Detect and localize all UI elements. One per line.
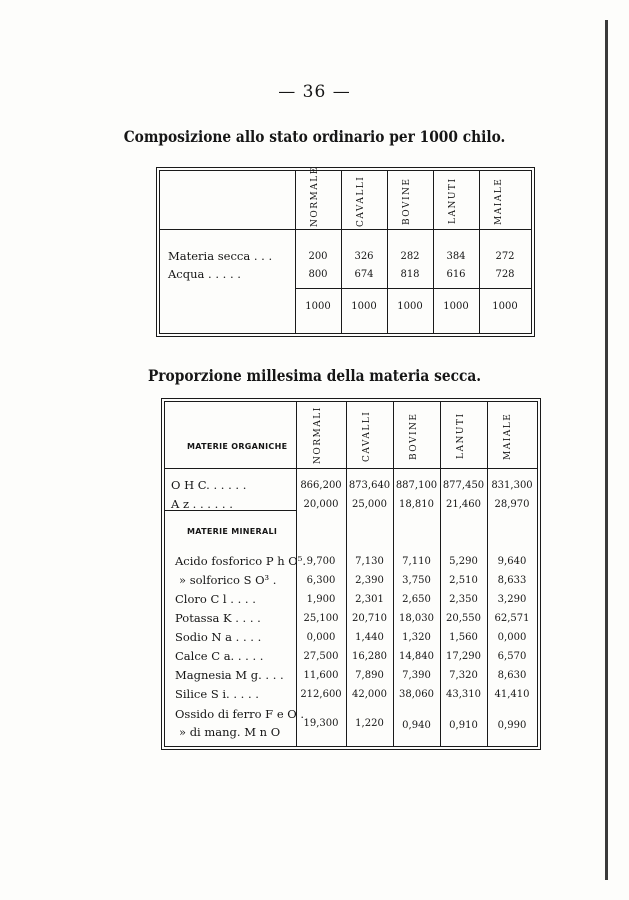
- table-cell: 62,571: [494, 613, 530, 624]
- table-cell: 1,560: [449, 632, 478, 643]
- table-cell: 384: [446, 251, 466, 262]
- table-cell: 8,630: [497, 670, 527, 681]
- table-cell: 212,600: [300, 689, 342, 700]
- table-cell: 6,300: [306, 575, 336, 586]
- table-cell: 674: [354, 269, 374, 280]
- book-spine-edge: [605, 20, 608, 880]
- table-cell: 1,900: [306, 594, 336, 605]
- table-cell: 873,640: [348, 480, 391, 491]
- table-cell: 2,301: [355, 594, 384, 605]
- table-cell: 2,510: [449, 575, 478, 586]
- row-label: Acido fosforico P h O⁵.: [175, 554, 306, 568]
- table-cell: 616: [446, 269, 466, 280]
- table-cell: 20,550: [446, 613, 481, 624]
- table-cell: 866,200: [300, 480, 342, 491]
- table-cell: 728: [495, 269, 515, 280]
- table-cell: 8,633: [497, 575, 527, 586]
- column-header: MAIALE: [494, 177, 504, 225]
- table-cell: 7,320: [449, 670, 478, 681]
- table-cell: 3,290: [497, 594, 527, 605]
- column-header: BOVINE: [409, 412, 419, 460]
- row-label: A z . . . . . .: [171, 497, 233, 511]
- total-cell: 1000: [397, 301, 423, 312]
- table-cell: 0,910: [449, 720, 478, 731]
- table-cell: 1,440: [355, 632, 384, 643]
- table-cell: 9,640: [497, 556, 527, 567]
- table-cell: 7,890: [355, 670, 384, 681]
- table-cell: 0,000: [306, 632, 336, 643]
- table-cell: 2,390: [355, 575, 384, 586]
- total-cell: 1000: [351, 301, 377, 312]
- table-cell: 9,700: [306, 556, 336, 567]
- row-label: Materia secca . . .: [168, 249, 273, 263]
- row-label: Silice S i. . . . .: [175, 687, 259, 701]
- table-cell: 3,750: [402, 575, 431, 586]
- table-cell: 25,100: [303, 613, 339, 624]
- table-cell: 38,060: [399, 689, 434, 700]
- row-label: Acqua . . . . .: [168, 267, 241, 281]
- table2-caption: Proporzione millesima della materia secca.: [147, 366, 482, 385]
- table-cell: 6,570: [497, 651, 527, 662]
- row-label: » solforico S O³ .: [179, 573, 277, 587]
- table-cell: 0,000: [497, 632, 527, 643]
- table-cell: 18,030: [399, 613, 434, 624]
- total-cell: 1000: [492, 301, 518, 312]
- table1-caption: Composizione allo stato ordinario per 1000 chilo.: [123, 127, 506, 146]
- table-cell: 28,970: [494, 499, 530, 510]
- table-cell: 43,310: [446, 689, 481, 700]
- proportion-table: [161, 398, 541, 750]
- row-label: Sodio N a . . . .: [175, 630, 262, 644]
- composition-table: [156, 167, 535, 337]
- table-cell: 800: [308, 269, 328, 280]
- table-cell: 831,300: [491, 480, 533, 491]
- table-cell: 282: [400, 251, 420, 262]
- table-cell: 19,300: [303, 718, 339, 729]
- column-header: LANUTI: [448, 177, 458, 225]
- table-cell: 42,000: [352, 689, 387, 700]
- table-cell: 20,000: [303, 499, 339, 510]
- table-cell: 27,500: [303, 651, 339, 662]
- row-label: Potassa K . . . .: [175, 611, 261, 625]
- organic-header: MATERIE ORGANICHE: [187, 442, 288, 451]
- table-cell: 877,450: [442, 480, 485, 491]
- row-label: Ossido di ferro F e O .: [175, 707, 305, 721]
- column-header: LANUTI: [456, 412, 466, 460]
- column-header: NORMALE: [310, 166, 320, 227]
- mineral-header: MATERIE MINERALI: [187, 527, 278, 536]
- row-label: O H C. . . . . .: [171, 478, 247, 492]
- column-header: BOVINE: [402, 177, 412, 225]
- total-cell: 1000: [443, 301, 469, 312]
- page-number: — 36 —: [278, 82, 351, 102]
- row-label: Magnesia M g. . . .: [175, 668, 284, 682]
- column-header: CAVALLI: [356, 175, 366, 227]
- table-cell: 818: [400, 269, 420, 280]
- table-cell: 41,410: [494, 689, 530, 700]
- table-cell: 2,350: [449, 594, 478, 605]
- table-cell: 0,940: [402, 720, 431, 731]
- table-cell: 5,290: [449, 556, 478, 567]
- table-cell: 17,290: [446, 651, 481, 662]
- table-cell: 7,130: [355, 556, 384, 567]
- table-cell: 1,220: [355, 718, 384, 729]
- table-cell: 11,600: [303, 670, 339, 681]
- column-header: NORMALI: [313, 406, 323, 464]
- table-cell: 7,390: [402, 670, 431, 681]
- table-cell: 21,460: [446, 499, 481, 510]
- table-cell: 272: [495, 251, 515, 262]
- column-header: CAVALLI: [362, 410, 372, 462]
- table-cell: 7,110: [402, 556, 431, 567]
- column-header: MAIALE: [503, 412, 513, 460]
- table-cell: 200: [308, 251, 328, 262]
- table-cell: 1,320: [402, 632, 431, 643]
- table-cell: 326: [354, 251, 374, 262]
- table-cell: 2,650: [402, 594, 431, 605]
- table-cell: 20,710: [352, 613, 387, 624]
- row-label: Calce C a. . . . .: [175, 649, 264, 663]
- row-label: » di mang. M n O: [179, 725, 281, 739]
- row-label: Cloro C l . . . .: [175, 592, 256, 606]
- table-cell: 18,810: [399, 499, 434, 510]
- table-cell: 0,990: [497, 720, 527, 731]
- table-cell: 14,840: [399, 651, 434, 662]
- table-cell: 887,100: [395, 480, 438, 491]
- table-cell: 16,280: [352, 651, 387, 662]
- table-cell: 25,000: [352, 499, 387, 510]
- total-cell: 1000: [305, 301, 331, 312]
